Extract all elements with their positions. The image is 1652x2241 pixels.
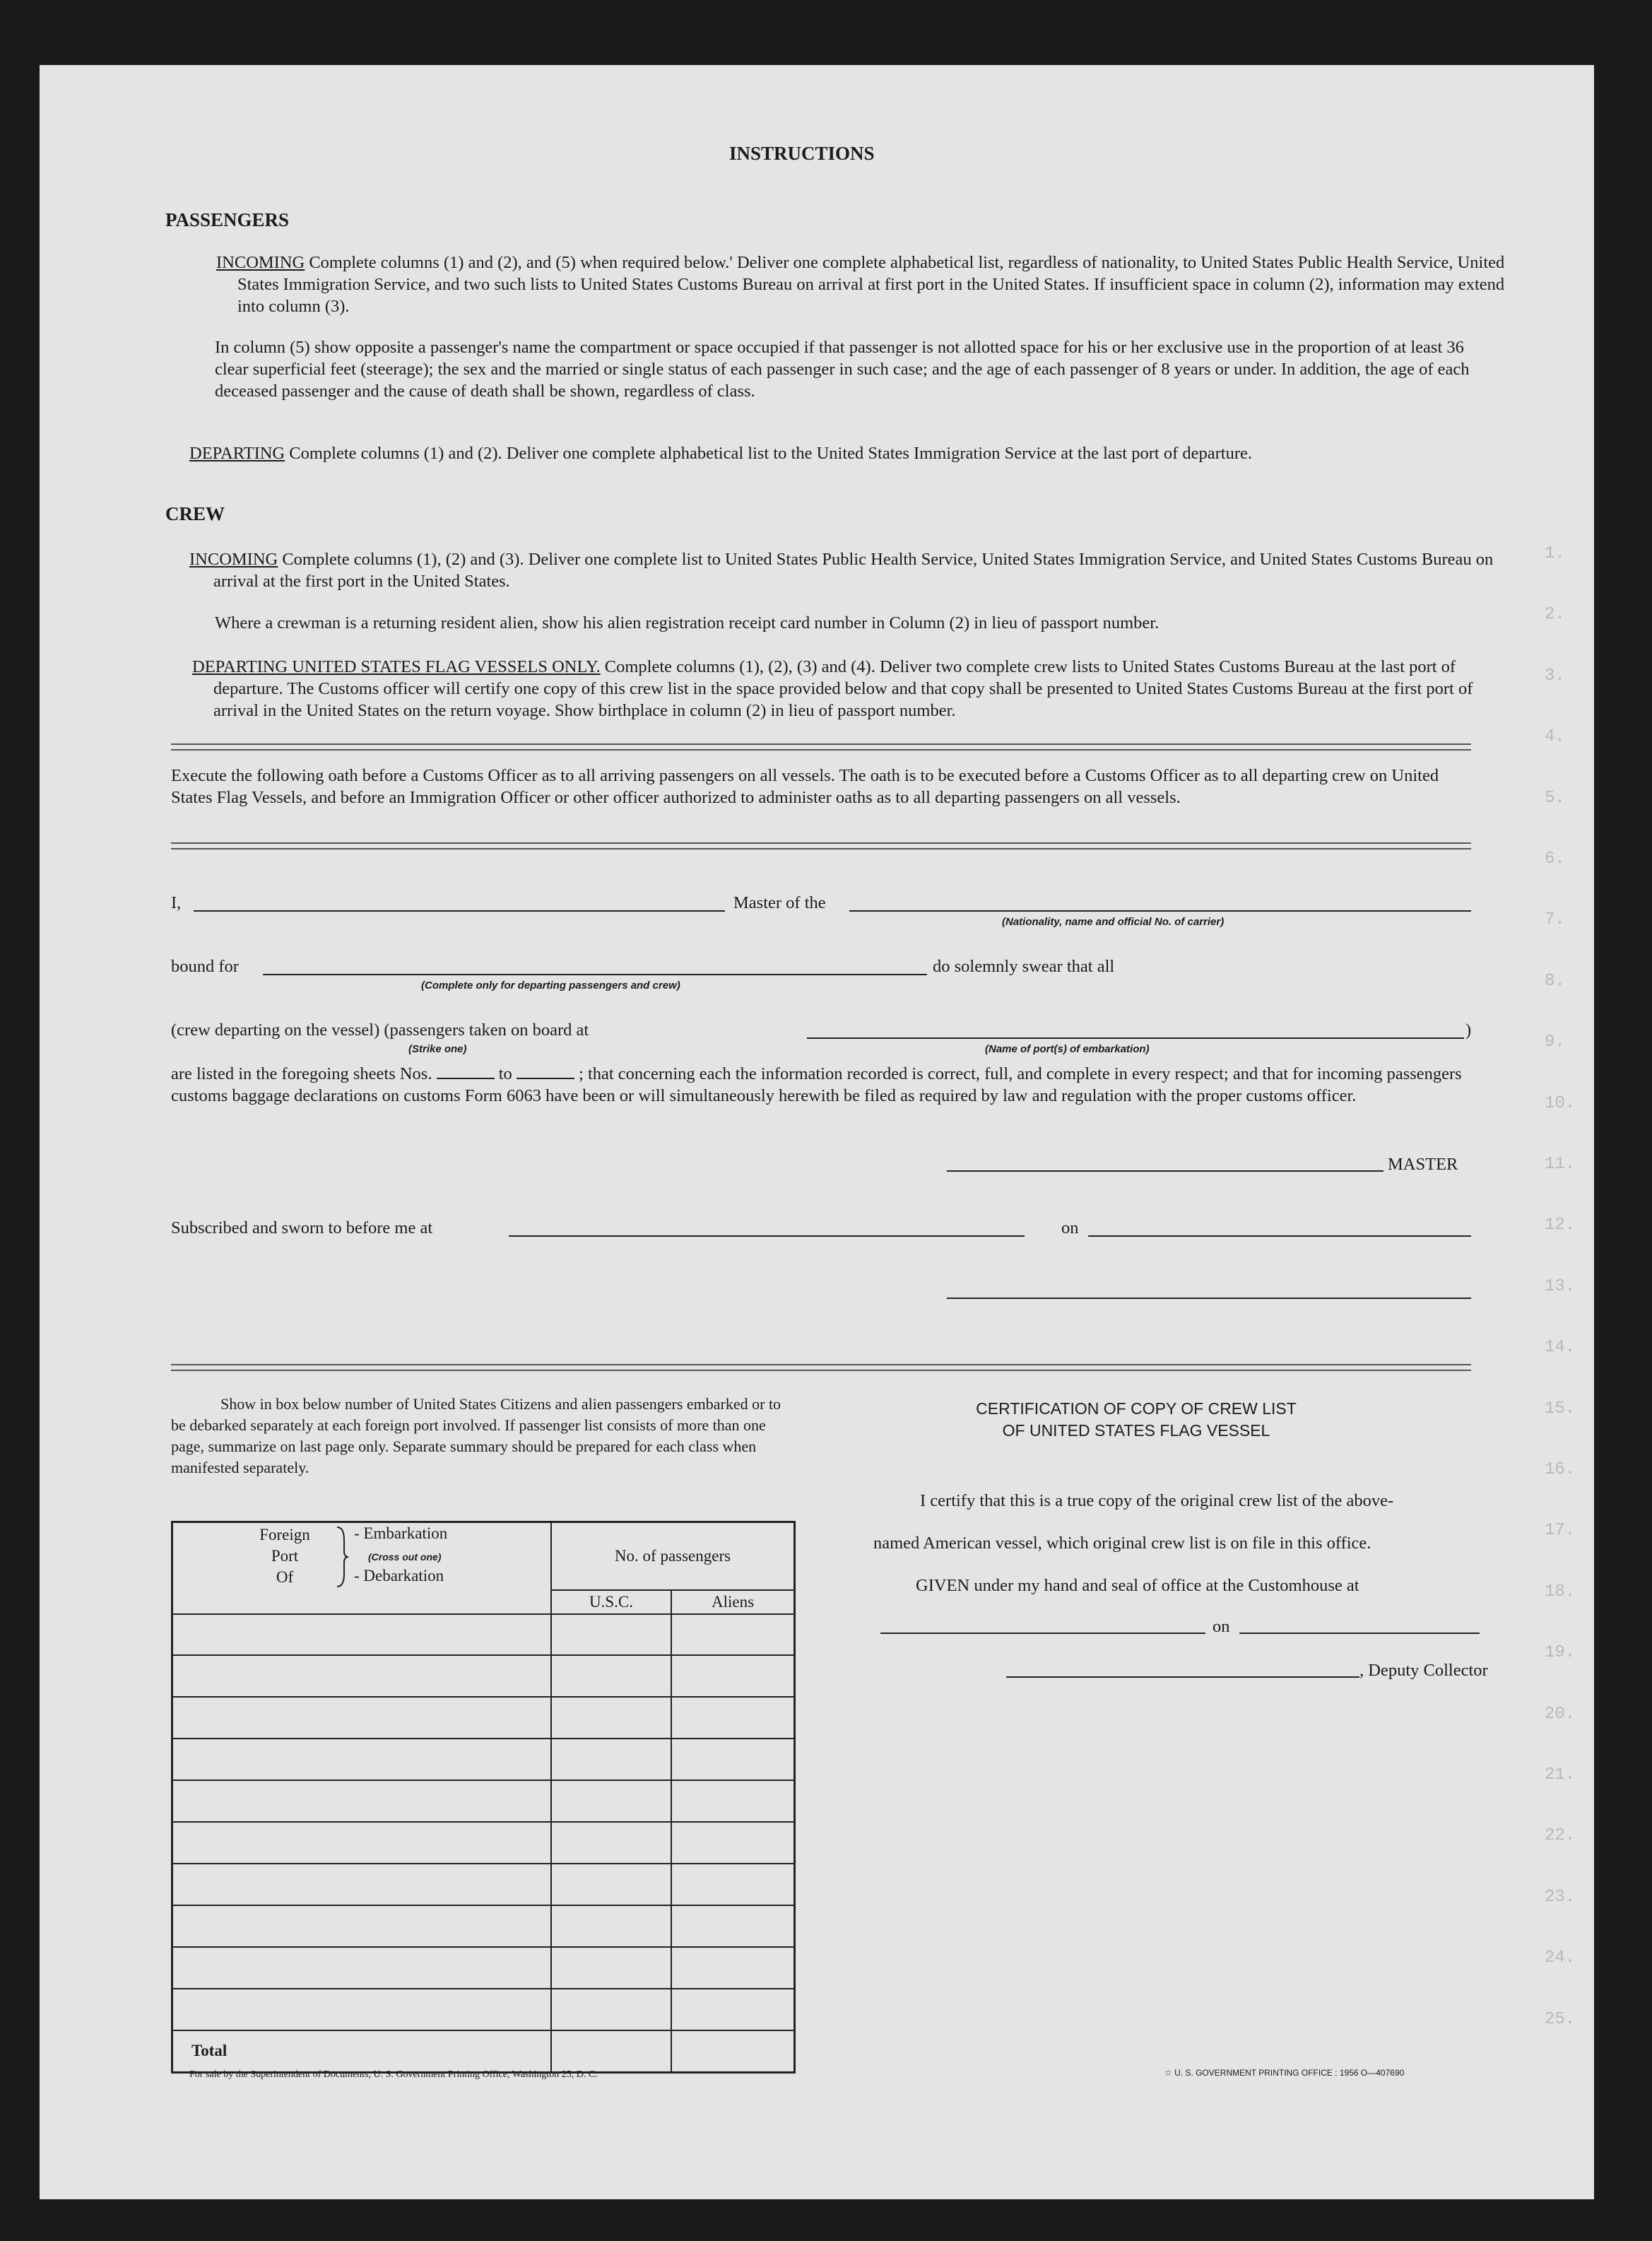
port-cell[interactable] (172, 1614, 552, 1655)
master-label: MASTER (1388, 1155, 1458, 1174)
certification-on: on (1213, 1617, 1230, 1636)
carrier-field[interactable] (849, 910, 1471, 912)
aliens-cell[interactable] (671, 1822, 795, 1864)
brace-icon (336, 1526, 350, 1588)
margin-number: 11. (1545, 1155, 1576, 1174)
oath-close-paren: ) (1465, 1020, 1472, 1040)
total-aliens-cell[interactable] (671, 2030, 795, 2073)
certification-heading-2: OF UNITED STATES FLAG VESSEL (1002, 1421, 1270, 1440)
passengers-heading: PASSENGERS (165, 209, 290, 230)
usc-cell[interactable] (551, 1989, 671, 2030)
table-row (172, 1780, 795, 1822)
margin-number: 8. (1545, 971, 1565, 991)
margin-number: 13. (1545, 1276, 1576, 1296)
total-usc-cell[interactable] (551, 2030, 671, 2073)
passengers-incoming-paragraph (216, 252, 1523, 317)
margin-number: 7. (1545, 910, 1565, 930)
oath-crew-departing: (crew departing on the vessel) (passengers taken on board at (171, 1020, 589, 1040)
usc-cell[interactable] (551, 1739, 671, 1780)
port-cell[interactable] (172, 1739, 552, 1780)
table-row (172, 1655, 795, 1697)
page-title: INSTRUCTIONS (729, 143, 875, 164)
margin-number: 6. (1545, 849, 1565, 869)
deputy-signature-field[interactable] (1006, 1676, 1359, 1678)
usc-cell[interactable] (551, 1614, 671, 1655)
sworn-place-field[interactable] (509, 1235, 1025, 1237)
crew-heading: CREW (165, 503, 225, 524)
oath-bound-for: bound for (171, 957, 239, 976)
given-line: GIVEN under my hand and seal of office at the Customhouse at (916, 1576, 1359, 1595)
crew-departing-paragraph (192, 656, 1522, 722)
certify-line-2: named American vessel, which original crew list is on file in this office. (873, 1534, 1371, 1553)
port-cell[interactable] (172, 1655, 552, 1697)
oath-master-of: Master of the (733, 893, 826, 912)
deputy-collector-label: , Deputy Collector (1359, 1661, 1488, 1680)
table-row (172, 1947, 795, 1989)
margin-number: 15. (1545, 1399, 1576, 1418)
oath-i-label: I, (171, 893, 182, 912)
total-label: Total (172, 2030, 552, 2073)
crew-incoming-text: Complete columns (1), (2) and (3). Deliver one complete list to United States Public Health Service, United States Immigration Service, and United States Customs Bureau on arrival at the first port in the United States. (213, 550, 1494, 591)
col-aliens: Aliens (671, 1590, 795, 1614)
margin-number: 1. (1545, 544, 1565, 563)
officer-signature-field[interactable] (947, 1298, 1471, 1299)
passengers-incoming-label: INCOMING (216, 253, 305, 272)
oath-subscribed: Subscribed and sworn to before me at (171, 1218, 433, 1237)
crew-incoming-label: INCOMING (189, 550, 278, 569)
cross-note: (Cross out one) (368, 1551, 442, 1563)
col-passengers: No. of passengers (551, 1522, 795, 1590)
margin-number: 20. (1545, 1704, 1576, 1724)
usc-cell[interactable] (551, 1864, 671, 1905)
master-signature-field[interactable] (947, 1170, 1383, 1172)
aliens-cell[interactable] (671, 1864, 795, 1905)
bound-for-field[interactable] (263, 974, 927, 975)
departing-note: (Complete only for departing passengers and crew) (421, 980, 680, 992)
total-row (172, 2030, 795, 2073)
port-cell[interactable] (172, 1864, 552, 1905)
port-cell[interactable] (172, 1905, 552, 1947)
sheet-to-field[interactable] (517, 1078, 574, 1079)
margin-number: 9. (1545, 1033, 1565, 1052)
crew-departing-text: Complete columns (1), (2), (3) and (4). Deliver two complete crew lists to United States Customs Bureau at the last port of departure. The Customs officer will certify one copy of this crew list in the space provided below and that copy shall be presented to United States Customs Bureau at the first port of arrival in the United States on the return voyage. Show birthplace in column (2) in lieu of passport number. (213, 657, 1473, 720)
margin-number: 5. (1545, 788, 1565, 808)
table-row (172, 1697, 795, 1739)
col-usc: U.S.C. (551, 1590, 671, 1614)
port-cell[interactable] (172, 1947, 552, 1989)
usc-cell[interactable] (551, 1655, 671, 1697)
certification-heading-1: CERTIFICATION OF COPY OF CREW LIST (976, 1399, 1297, 1418)
usc-cell[interactable] (551, 1697, 671, 1739)
embarkation-label: - Embarkation (354, 1524, 448, 1542)
usc-cell[interactable] (551, 1822, 671, 1864)
oath-intro: Execute the following oath before a Customs Officer as to all arriving passengers on all vessels. The oath is to be executed before a Customs Officer as to all departing crew on United States Flag Vessels, and before an Immigration Officer or other officer authorized to administer oaths as to all departing passengers on all vessels. (171, 766, 1439, 807)
margin-number: 3. (1545, 666, 1565, 686)
col-port-2: Port (271, 1547, 299, 1565)
usc-cell[interactable] (551, 1905, 671, 1947)
crew-departing-label: DEPARTING UNITED STATES FLAG VESSELS ONLY. (192, 657, 601, 676)
margin-number: 22. (1545, 1826, 1576, 1846)
embarkation-port-field[interactable] (807, 1037, 1464, 1039)
aliens-cell[interactable] (671, 1989, 795, 2030)
col-port-1: Foreign (259, 1526, 310, 1543)
margin-number: 21. (1545, 1765, 1576, 1784)
table-row (172, 1905, 795, 1947)
margin-number: 25. (1545, 2009, 1576, 2029)
divider-double (171, 842, 1471, 849)
passengers-incoming-text: Complete columns (1) and (2), and (5) when required below.' Deliver one complete alphabetical list, regardless of nationality, to United States Public Health Service, United States Immigration Service, and two such lists to United States Customs Bureau on arrival at first port in the United States. If insufficient space in column (2), information may extend into column (3). (237, 253, 1505, 316)
margin-number: 12. (1545, 1216, 1576, 1235)
aliens-cell[interactable] (671, 1780, 795, 1822)
aliens-cell[interactable] (671, 1655, 795, 1697)
aliens-cell[interactable] (671, 1614, 795, 1655)
header-port-cell (172, 1522, 552, 1614)
passengers-departing-label: DEPARTING (189, 444, 285, 463)
port-cell[interactable] (172, 1697, 552, 1739)
customhouse-field[interactable] (880, 1633, 1205, 1634)
usc-cell[interactable] (551, 1780, 671, 1822)
crew-alien-paragraph: Where a crewman is a returning resident alien, show his alien registration receipt card number in Column (2) in lieu of passport number. (215, 613, 1160, 633)
master-name-field[interactable] (194, 910, 725, 912)
port-cell[interactable] (172, 1822, 552, 1864)
oath-listed-b: ; that concerning each the information recorded is correct, full, and complete in every respect; and that for incoming passengers customs baggage declarations on customs Form 6063 have been or will simultaneously herewith be filed as required by law and regulation with the proper customs officer. (171, 1064, 1462, 1105)
usc-cell[interactable] (551, 1947, 671, 1989)
passenger-summary-table (171, 1521, 796, 2074)
debarkation-label: - Debarkation (354, 1567, 444, 1584)
sworn-date-field[interactable] (1088, 1235, 1471, 1237)
aliens-cell[interactable] (671, 1905, 795, 1947)
margin-number: 23. (1545, 1887, 1576, 1907)
margin-number: 10. (1545, 1093, 1576, 1113)
divider-double (171, 743, 1471, 751)
aliens-cell[interactable] (671, 1739, 795, 1780)
crew-incoming-paragraph (189, 548, 1525, 592)
divider-double (171, 1364, 1471, 1371)
margin-number: 19. (1545, 1643, 1576, 1663)
footer-right: ☆ U. S. GOVERNMENT PRINTING OFFICE : 1956 O—407690 (1164, 2068, 1405, 2078)
margin-number: 14. (1545, 1338, 1576, 1358)
margin-number: 18. (1545, 1582, 1576, 1601)
margin-number: 4. (1545, 727, 1565, 747)
form-page (40, 65, 1594, 2199)
table-row (172, 1614, 795, 1655)
margin-number: 17. (1545, 1521, 1576, 1541)
passengers-departing-text: Complete columns (1) and (2). Deliver one complete alphabetical list to the United States Immigration Service at the last port of departure. (289, 444, 1252, 463)
oath-to: to (498, 1064, 512, 1083)
table-row (172, 1989, 795, 2030)
table-row (172, 1739, 795, 1780)
oath-listed-paragraph (171, 1063, 1471, 1107)
port-cell[interactable] (172, 1780, 552, 1822)
passengers-column5-paragraph: In column (5) show opposite a passenger's name the compartment or space occupied if that passenger is not allotted space for his or her exclusive use in the proportion of at least 36 clear superficial feet (steerage); the sex and the married or single status of each passenger in such case; and the age of each passenger of 8 years or under. In addition, the age of each deceased passenger and the cause of death shall be shown, regardless of class. (215, 338, 1470, 401)
passengers-departing-paragraph (189, 442, 1525, 464)
margin-number: 2. (1545, 605, 1565, 625)
summary-instructions: Show in box below number of United States Citizens and alien passengers embarked or to be debarked separately at each foreign port involved. If passenger list consists of more than one page, summarize on last page only. Separate summary should be prepared for each class when manifested separately. (171, 1395, 781, 1476)
ports-note: (Name of port(s) of embarkation) (985, 1043, 1150, 1055)
aliens-cell[interactable] (671, 1697, 795, 1739)
oath-on: on (1061, 1218, 1079, 1237)
oath-swear: do solemnly swear that all (933, 957, 1115, 976)
certification-heading (861, 1398, 1412, 1442)
table-row (172, 1864, 795, 1905)
port-cell[interactable] (172, 1989, 552, 2030)
table-row (172, 1822, 795, 1864)
aliens-cell[interactable] (671, 1947, 795, 1989)
col-port-3: Of (276, 1568, 294, 1586)
certify-line-1: I certify that this is a true copy of the original crew list of the above- (920, 1491, 1394, 1510)
margin-number: 16. (1545, 1460, 1576, 1479)
certification-date-field[interactable] (1239, 1633, 1480, 1634)
sheet-from-field[interactable] (437, 1078, 495, 1079)
oath-listed-a: are listed in the foregoing sheets Nos. (171, 1064, 432, 1083)
nationality-note: (Nationality, name and official No. of carrier) (1002, 916, 1225, 928)
footer-left: For sale by the Superintendent of Documents, U. S. Government Printing Office, Washington 25, D. C. (189, 2069, 598, 2080)
strike-note: (Strike one) (408, 1043, 467, 1055)
margin-number: 24. (1545, 1948, 1576, 1968)
